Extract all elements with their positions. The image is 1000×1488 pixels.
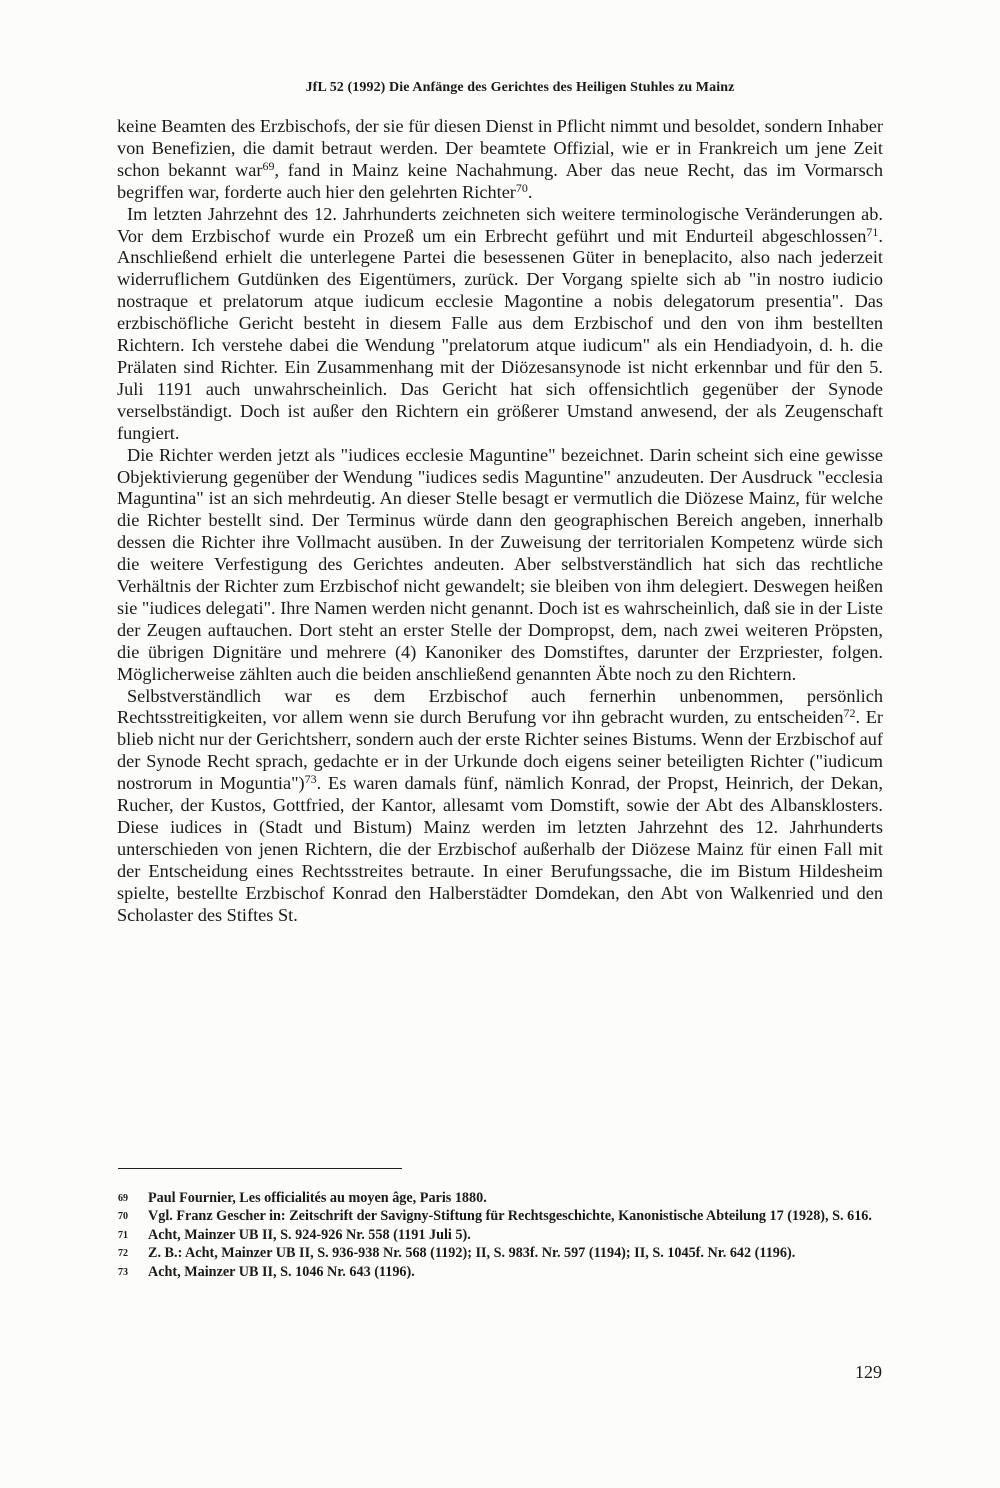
paragraph-text: , fand in Mainz keine Nachahmung. Aber das neue Recht, das im Vormarsch begriffen war, forderte auch hier den gelehrten Richter xyxy=(117,159,883,202)
footnote-reference: 73 xyxy=(304,772,317,787)
paragraph xyxy=(117,686,883,927)
running-head: JfL 52 (1992) Die Anfänge des Gerichtes des Heiligen Stuhles zu Mainz xyxy=(305,80,735,95)
paragraph xyxy=(117,204,883,445)
footnote-text: Z. B.: Acht, Mainzer UB II, S. 936-938 Nr. 568 (1192); II, S. 983f. Nr. 597 (1194); II, S. 1045f. Nr. 642 (1196). xyxy=(148,1245,796,1262)
footnote-divider xyxy=(118,1168,402,1169)
footnote-text: Acht, Mainzer UB II, S. 924-926 Nr. 558 (1191 Juli 5). xyxy=(148,1226,471,1243)
footnote-reference: 72 xyxy=(843,706,856,721)
footnote xyxy=(118,1265,886,1280)
footnote-reference: 69 xyxy=(262,158,275,173)
paragraph-text: . Anschließend erhielt die unterlegene Partei die besessenen Güter in beneplacito, also nach jederzeit widerruflichem Gutdünken des Eigentümers, zurück. Der Vorgang spielte sich ab "in nostro iudicio nostraque et prelatorum atque iudicum ecclesie Magontine a nobis delegatorum presentia". Das erzbischöfliche Gericht besteht in diesem Falle aus dem Erzbischof und den von ihm bestellten Richtern. Ich verstehe dabei die Wendung "prelatorum atque iudicum" als ein Hendiadyoin, d. h. die Prälaten sind Richter. Ein Zusammenhang mit der Diözesansynode ist nicht erkennbar und für den 5. Juli 1191 auch unwahrscheinlich. Das Gericht hat sich offensichtlich gegenüber der Synode verselbständigt. Doch ist außer den Richtern ein größerer Umstand anwesend, der als Zeugenschaft fungiert. xyxy=(117,225,883,443)
footnote-text: Vgl. Franz Gescher in: Zeitschrift der Savigny-Stiftung für Rechtsgeschichte, Kanonistische Abteilung 17 (1928), S. 616. xyxy=(148,1208,872,1225)
footnote xyxy=(118,1191,886,1206)
paragraph xyxy=(117,445,883,686)
footnote-number: 72 xyxy=(118,1248,128,1260)
paragraph-text: . Es waren damals fünf, nämlich Konrad, der Propst, Heinrich, der Dekan, Rucher, der Kustos, Gottfried, der Kantor, allesamt vom Domstift, sowie der Abt des Albansklosters. Diese iudices in (Stadt und Bistum) Mainz werden im letzten Jahrzehnt des 12. Jahrhunderts unterschieden von jenen Richtern, die der Erzbischof außerhalb der Diözese Mainz für einen Fall mit der Entscheidung eines Rechtsstreites betraute. In einer Berufungssache, die im Bistum Hildesheim spielte, bestellte Erzbischof Konrad den Halberstädter Domdekan, den Abt von Walkenried und den Scholaster des Stiftes St. xyxy=(117,773,883,925)
paragraph-text: Selbstverständlich war es dem Erzbischof auch fernerhin unbenommen, persönlich Rechtsstreitigkeiten, vor allem wenn sie durch Berufung vor ihn gebracht wurden, zu entscheiden xyxy=(117,685,883,728)
footnote-number: 73 xyxy=(118,1266,128,1278)
paragraph-text: Im letzten Jahrzehnt des 12. Jahrhunderts zeichneten sich weitere terminologische Veränderungen ab. Vor dem Erzbischof wurde ein Prozeß um ein Erbrecht geführt und mit Endurteil abgeschlossen xyxy=(117,203,883,246)
footnote-text: Paul Fournier, Les officialités au moyen âge, Paris 1880. xyxy=(148,1190,487,1206)
page-number: 129 xyxy=(855,1362,882,1382)
paragraph xyxy=(117,116,883,204)
footnotes xyxy=(118,1191,886,1283)
footnote xyxy=(118,1209,886,1224)
footnote-text: Acht, Mainzer UB II, S. 1046 Nr. 643 (1196). xyxy=(148,1263,415,1280)
footnote-reference: 71 xyxy=(866,224,879,239)
footnote-number: 71 xyxy=(118,1229,128,1241)
paragraph-text: keine Beamten des Erzbischofs, der sie für diesen Dienst in Pflicht nimmt und besoldet, sondern Inhaber von Benefizien, die damit betraut werden. Der beamtete Offizial, wie er in Frankreich um jene Zeit schon bekannt war xyxy=(117,116,883,180)
body-text xyxy=(117,116,883,927)
paragraph-text: Die Richter werden jetzt als "iudices ecclesie Maguntine" bezeichnet. Darin scheint sich eine gewisse Objektivierung gegenüber der Wendung "iudices sedis Maguntine" anzudeuten. Der Ausdruck "ecclesia Maguntina" ist an sich mehrdeutig. An dieser Stelle besagt er vermutlich die Diözese Mainz, für welche die Richter bestellt sind. Der Terminus würde dann den geographischen Bereich angeben, innerhalb dessen die Richter ihre Vollmacht ausüben. In der Zuweisung der territorialen Kompetenz würde sich die weitere Verfestigung des Gerichtes andeuten. Aber selbstverständlich hat sich das rechtliche Verhältnis der Richter zum Erzbischof nicht gewandelt; sie bleiben von ihm delegiert. Deswegen heißen sie "iudices delegati". Ihre Namen werden nicht genannt. Doch ist es wahrscheinlich, daß sie in der Liste der Zeugen auftauchen. Dort steht an erster Stelle der Dompropst, dem, nach zwei weiteren Pröpsten, die übrigen Dignitäre und mehrere (4) Kanoniker des Domstiftes, darunter der Erzpriester, folgen. Möglicherweise zählten auch die beiden anschließend genannten Äbte noch zu den Richtern. xyxy=(117,444,883,684)
footnote-reference: 70 xyxy=(515,180,528,195)
footnote-number: 69 xyxy=(118,1193,128,1204)
footnote xyxy=(118,1246,886,1261)
paragraph-text: . xyxy=(527,181,533,202)
footnote-number: 70 xyxy=(118,1211,128,1223)
footnote xyxy=(118,1228,886,1243)
paragraph-text: . Er blieb nicht nur der Gerichtsherr, sondern auch der erste Richter seines Bistums. Wenn der Erzbischof auf der Synode Recht sprach, gedachte er in der Urkunde doch eigens seiner beteiligten Richter ("iudicum nostrorum in Moguntia") xyxy=(117,707,883,794)
